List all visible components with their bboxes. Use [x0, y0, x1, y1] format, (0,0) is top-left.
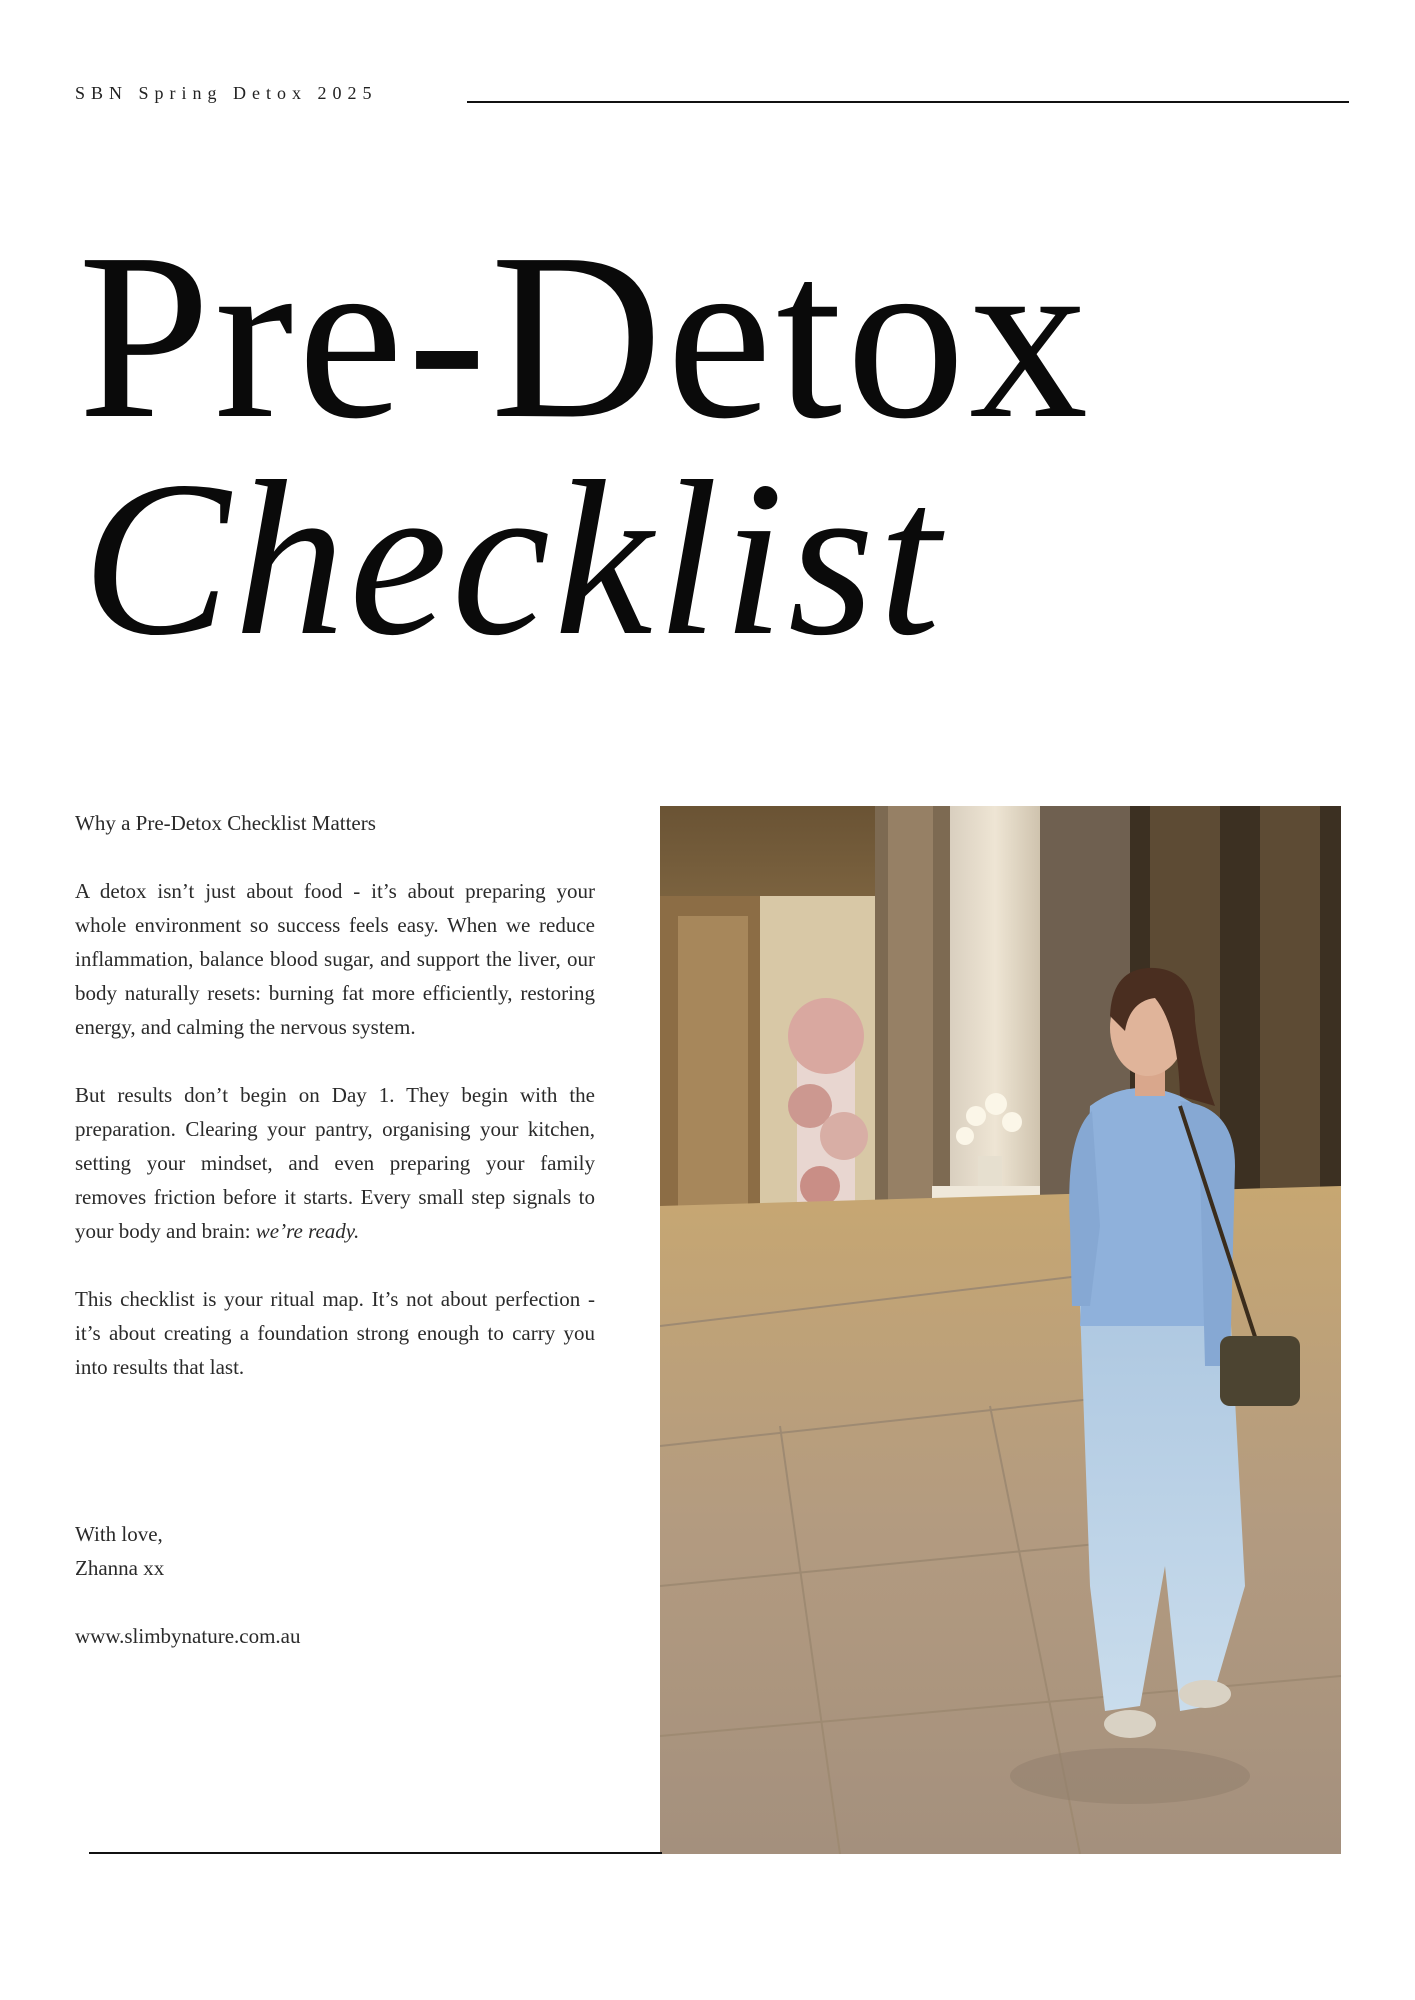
page-title-line2: Checklist — [82, 436, 945, 682]
header-divider — [467, 101, 1349, 103]
intro-heading: Why a Pre-Detox Checklist Matters — [75, 811, 376, 835]
intro-paragraph-2-emphasis: we’re ready. — [255, 1219, 360, 1243]
signoff — [75, 1517, 164, 1585]
signoff-line-1: With love, — [75, 1522, 163, 1546]
intro-paragraph-2 — [75, 1078, 595, 1248]
signoff-line-2: Zhanna xx — [75, 1556, 165, 1580]
header-label: SBN Spring Detox 2025 — [75, 83, 378, 103]
page-title-line1: Pre-Detox — [78, 205, 1093, 468]
intro-paragraph-2-text: But results don’t begin on Day 1. They begin with the preparation. Clearing your pantry, organising your kitchen, setting your mindset, and even preparing your family removes friction before it starts. Every small step signals to your body and brain: — [75, 1083, 595, 1243]
website-link[interactable]: www.slimbynature.com.au — [75, 1624, 301, 1648]
intro-text-block — [75, 806, 595, 1418]
photo-woman-in-lobby — [660, 806, 1341, 1854]
photo-illustration — [660, 806, 1341, 1854]
intro-paragraph-3: This checklist is your ritual map. It’s not about perfection - it’s about creating a foundation strong enough to carry you into results that last. — [75, 1287, 595, 1379]
intro-paragraph-1: A detox isn’t just about food - it’s about preparing your whole environment so success feels easy. When we reduce inflammation, balance blood sugar, and support the liver, our body naturally resets: burning fat more efficiently, restoring energy, and calming the nervous system. — [75, 879, 595, 1039]
bottom-divider — [89, 1852, 662, 1854]
